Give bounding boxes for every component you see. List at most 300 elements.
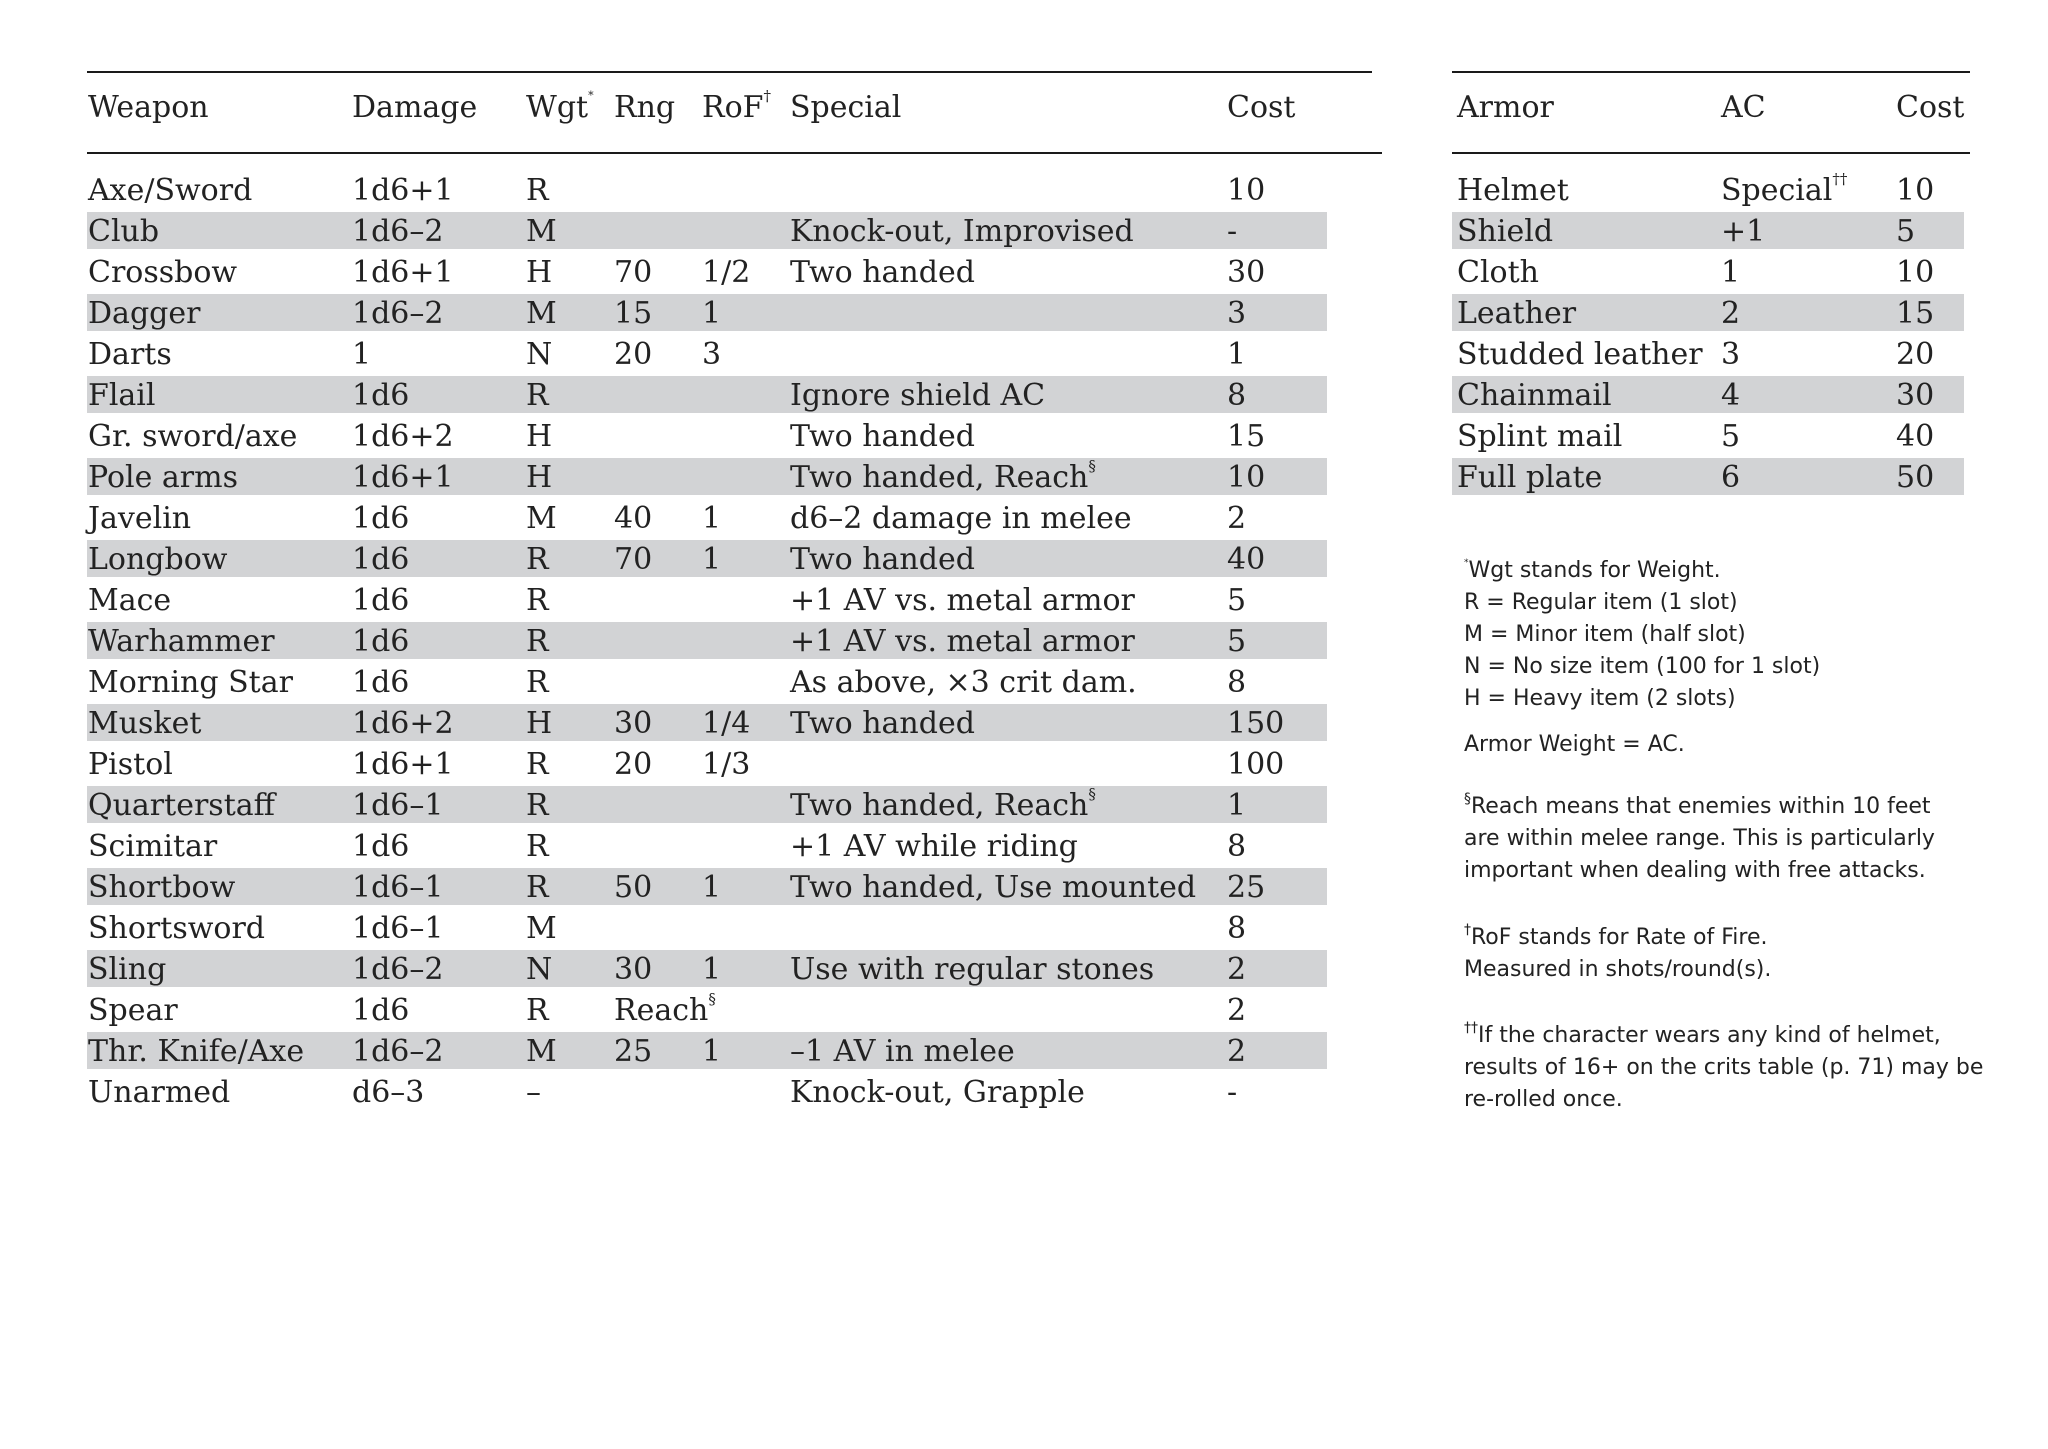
weapons-header-rule [87,152,1382,154]
cell-damage [352,745,454,785]
cell-cost-text: 8 [1227,829,1247,864]
cell-wgt [526,909,557,949]
cell-name [88,827,217,867]
cell-damage [352,376,409,416]
cell-cost [1227,704,1284,744]
cell-name-text: Sling [88,952,167,987]
cell-wgt-text: R [526,993,549,1028]
cell-cost [1227,540,1265,580]
cell-name-text: Leather [1457,296,1577,331]
table-row [87,704,1327,741]
cell-damage [352,171,454,211]
cell-rng-text: 25 [614,1034,653,1069]
cell-name [88,991,178,1031]
footnote-line [1464,791,1935,823]
cell-name-text: Shortbow [88,870,236,905]
cell-name-text: Gr. sword/axe [88,419,298,454]
cell-cost-text: 3 [1227,296,1247,331]
cell-cost-text: 5 [1227,583,1247,618]
cell-cost [1227,171,1265,211]
table-row [87,950,1327,987]
cell-damage-text: 1d6–1 [352,911,444,946]
weapons-top-rule [87,71,1372,73]
cell-cost [1227,868,1265,908]
cell-name [88,704,201,744]
cell-damage-text: 1d6–1 [352,870,444,905]
cell-rof-text: 1 [702,870,722,905]
cell-name-text: Pole arms [88,460,238,495]
table-row [87,827,1327,864]
cell-wgt [526,212,557,252]
cell-name [1457,458,1602,498]
cell-damage-text: 1d6 [352,501,410,536]
cell-wgt [526,827,549,867]
cell-name-text: Club [88,214,160,249]
cell-damage [352,212,443,252]
cell-wgt-text: R [526,173,549,208]
cell-wgt-text: H [526,460,553,495]
cell-cost-text: 8 [1227,665,1247,700]
cell-name [88,417,297,457]
cell-damage-text: 1d6 [352,665,410,700]
cell-cost-text: 8 [1227,378,1247,413]
cell-cost-text: 2 [1227,952,1247,987]
cell-name [88,909,265,949]
cell-wgt [526,458,552,498]
table-row [87,991,1327,1028]
cell-wgt [526,581,549,621]
cell-rng [614,335,652,375]
cell-rng-text: 70 [614,255,653,290]
footnote-text: re-rolled once. [1464,1087,1623,1112]
footnote-text: R = Regular item (1 slot) [1464,590,1738,615]
cell-special-text: +1 AV vs. metal armor [790,583,1135,618]
cell-name [88,1073,230,1113]
footnote-line [1464,555,1820,587]
cell-wgt-text: M [526,501,557,536]
cell-cost [1896,458,1934,498]
cell-rng-text: 15 [614,296,653,331]
header-wgt [526,88,594,128]
cell-ac-text: 6 [1721,460,1741,495]
cell-wgt-text: M [526,214,557,249]
header-rof-label: RoF [702,90,764,125]
row-shading [87,212,1327,249]
weight-footnote-mark: * [1464,558,1469,568]
cell-name-text: Crossbow [88,255,238,290]
table-row [87,745,1327,782]
footnote-text: N = No size item (100 for 1 slot) [1464,654,1821,679]
cell-name-text: Helmet [1457,173,1569,208]
cell-wgt [526,294,557,334]
cell-cost [1227,294,1246,334]
cell-cost [1227,1073,1237,1113]
cell-rng [614,294,652,334]
cell-damage [352,909,443,949]
cell-rng-text: 30 [614,706,653,741]
cell-rof [702,499,721,539]
cell-cost-text: 25 [1227,870,1266,905]
cell-special [790,950,1154,990]
cell-name [1457,335,1703,375]
cell-name [88,581,171,621]
table-row [1452,171,1964,208]
footnote-text: important when dealing with free attacks. [1464,858,1926,883]
cell-ac-text: Special [1721,173,1833,208]
cell-rof-text: 1 [702,1034,722,1069]
cell-wgt [526,171,549,211]
cell-special [790,1073,1085,1113]
cell-rof-text: 1/4 [702,706,751,741]
cell-special-text: +1 AV vs. metal armor [790,624,1135,659]
cell-ac-text: +1 [1721,214,1766,249]
table-row [87,663,1327,700]
cell-rng [614,540,652,580]
cell-damage [352,540,409,580]
footnote-line [1464,619,1820,651]
cell-special [790,1032,1015,1072]
cell-name [88,1032,304,1072]
cell-special [790,622,1135,662]
cell-special [790,827,1078,867]
cell-damage [352,991,409,1031]
cell-name-text: Musket [88,706,202,741]
cell-cost-text: - [1227,1075,1238,1110]
cell-special [790,540,975,580]
cell-name [1457,376,1612,416]
reach-footnote-mark: § [1088,457,1096,475]
cell-name [1457,294,1576,334]
cell-name [88,253,237,293]
cell-damage-text: 1d6 [352,583,410,618]
cell-cost [1227,991,1246,1031]
cell-wgt-text: H [526,419,553,454]
header-rof [702,88,771,128]
cell-damage-text: 1d6 [352,542,410,577]
cell-cost-text: 1 [1227,788,1247,823]
footnote-line [1464,1084,1983,1116]
cell-wgt [526,253,552,293]
cell-special-text: –1 AV in melee [790,1034,1015,1069]
cell-cost-text: 1 [1227,337,1247,372]
cell-name-text: Scimitar [88,829,218,864]
footnote-text: are within melee range. This is particularly [1464,826,1935,851]
cell-name-text: Thr. Knife/Axe [88,1034,305,1069]
cell-special-text: As above, ×3 crit dam. [790,665,1137,700]
footnote-line [1464,1020,1983,1052]
cell-wgt-text: M [526,911,557,946]
cell-special-text: Two handed [790,419,975,454]
reach-footnote-mark: § [708,990,716,1008]
cell-name-text: Morning Star [88,665,293,700]
cell-name [88,335,172,375]
cell-cost-text: 10 [1896,255,1935,290]
cell-damage-text: 1 [352,337,372,372]
cell-cost [1227,212,1237,252]
cell-cost [1896,417,1934,457]
cell-special [790,704,975,744]
cell-special [790,376,1045,416]
header-damage: Damage [352,90,478,125]
cell-damage-text: 1d6–2 [352,296,444,331]
cell-rng-text: 50 [614,870,653,905]
table-row [87,540,1327,577]
cell-wgt-text: M [526,1034,557,1069]
cell-wgt [526,1073,541,1113]
cell-cost-text: 10 [1896,173,1935,208]
footnote-line [1464,651,1820,683]
cell-wgt-text: R [526,829,549,864]
cell-damage-text: d6–3 [352,1075,425,1110]
table-row [87,909,1327,946]
cell-rof [702,335,721,375]
footnote-text: results of 16+ on the crits table (p. 71) may be [1464,1055,1984,1080]
cell-rof [702,950,721,990]
cell-damage [352,417,454,457]
cell-rof-text: 1 [702,542,722,577]
cell-name [88,745,173,785]
cell-cost [1227,458,1265,498]
cell-name [88,294,200,334]
cell-wgt-text: H [526,255,553,290]
cell-cost-text: 40 [1227,542,1266,577]
cell-name [1457,212,1553,252]
table-row [87,1032,1327,1069]
cell-rng [614,499,652,539]
header-weapon: Weapon [88,90,209,125]
cell-cost-text: 8 [1227,911,1247,946]
cell-cost-text: 150 [1227,706,1285,741]
cell-wgt-text: R [526,378,549,413]
cell-special [790,581,1135,621]
cell-special-text: Use with regular stones [790,952,1155,987]
cell-wgt [526,663,549,703]
cell-cost [1896,253,1934,293]
cell-wgt-text: R [526,665,549,700]
cell-wgt [526,745,549,785]
table-row [87,212,1327,249]
cell-ac-text: 2 [1721,296,1741,331]
cell-damage-text: 1d6 [352,829,410,864]
cell-damage-text: 1d6–2 [352,214,444,249]
cell-name [88,540,227,580]
cell-name [1457,417,1622,457]
cell-special-text: +1 AV while riding [790,829,1078,864]
cell-wgt [526,335,552,375]
cell-cost [1227,622,1246,662]
table-row [1452,212,1964,249]
cell-cost [1227,745,1284,785]
cell-name [88,499,191,539]
cell-damage [352,827,409,867]
cell-damage-text: 1d6+1 [352,747,454,782]
footnote-reach [1464,791,1935,887]
cell-cost [1227,499,1246,539]
cell-cost-text: 5 [1227,624,1247,659]
cell-special-text: Two handed [790,255,975,290]
cell-ac-text: 1 [1721,255,1741,290]
cell-special [790,868,1196,908]
cell-wgt-text: R [526,747,549,782]
cell-special [790,499,1132,539]
row-shading [87,376,1327,413]
cell-cost-text: - [1227,214,1238,249]
cell-cost-text: 2 [1227,993,1247,1028]
footnote-line [1464,587,1820,619]
cell-damage-text: 1d6 [352,993,410,1028]
cell-name-text: Studded leather [1457,337,1703,372]
cell-cost-text: 40 [1896,419,1935,454]
footnote-helmet [1464,1020,1983,1116]
cell-wgt-text: R [526,583,549,618]
cell-special-text: Two handed [790,542,975,577]
cell-rng [614,991,716,1031]
cell-wgt [526,786,549,826]
cell-damage-text: 1d6 [352,378,410,413]
cell-cost-text: 30 [1896,378,1935,413]
table-row [87,622,1327,659]
table-row [87,376,1327,413]
table-row [1452,253,1964,290]
cell-wgt-text: N [526,337,553,372]
cell-cost [1896,171,1934,211]
helmet-footnote-mark: †† [1464,1020,1478,1036]
cell-rof-text: 1/3 [702,747,751,782]
cell-damage-text: 1d6+1 [352,460,454,495]
cell-cost-text: 15 [1896,296,1935,331]
cell-rng-text: 20 [614,337,653,372]
cell-rng-text: 20 [614,747,653,782]
cell-rof [702,1032,721,1072]
cell-damage [352,622,409,662]
cell-rof-text: 1 [702,296,722,331]
row-shading [87,458,1327,495]
footnote-line [1464,823,1935,855]
footnote-text: M = Minor item (half slot) [1464,622,1746,647]
table-row [1452,294,1964,331]
cell-name [88,171,252,211]
cell-rof [702,745,750,785]
cell-ac-text: 5 [1721,419,1741,454]
footnote-line [1464,683,1820,715]
cell-damage-text: 1d6–2 [352,952,444,987]
cell-cost [1227,663,1246,703]
cell-wgt [526,622,549,662]
cell-rng-text: Reach [614,993,709,1028]
table-row [1452,335,1964,372]
cell-name-text: Axe/Sword [88,173,253,208]
cell-damage-text: 1d6+2 [352,419,454,454]
footnote-text: If the character wears any kind of helmet, [1478,1023,1941,1048]
table-row [87,786,1327,823]
footnote-text: H = Heavy item (2 slots) [1464,686,1736,711]
cell-damage [352,499,409,539]
cell-name [1457,253,1539,293]
cell-special [790,253,975,293]
cell-wgt-text: – [526,1075,541,1110]
cell-wgt-text: H [526,706,553,741]
cell-cost [1896,376,1934,416]
cell-rof [702,294,721,334]
cell-name-text: Longbow [88,542,228,577]
cell-name-text: Dagger [88,296,201,331]
cell-cost [1227,950,1246,990]
cell-cost [1227,786,1246,826]
cell-name [88,786,275,826]
cell-wgt [526,868,549,908]
cell-ac-text: 3 [1721,337,1741,372]
cell-name [88,212,159,252]
cell-name-text: Full plate [1457,460,1603,495]
footnote-rof [1464,922,1771,986]
cell-wgt [526,376,549,416]
table-row [87,1073,1327,1110]
cell-damage [352,335,371,375]
footnote-text: Reach means that enemies within 10 feet [1471,794,1931,819]
cell-ac [1721,417,1740,457]
cell-damage-text: 1d6+1 [352,173,454,208]
cell-cost [1896,212,1915,252]
cell-damage [352,581,409,621]
cell-special-text: Knock-out, Grapple [790,1075,1085,1110]
footnote-line [1464,954,1771,986]
cell-name-text: Chainmail [1457,378,1612,413]
cell-rng [614,745,652,785]
cell-wgt-text: R [526,624,549,659]
header-wgt-mark: * [588,89,594,102]
header-armor-cost: Cost [1896,90,1965,125]
cell-name-text: Pistol [88,747,173,782]
cell-wgt [526,499,557,539]
cell-special [790,212,1134,252]
cell-wgt [526,417,552,457]
cell-wgt [526,704,552,744]
cell-name-text: Shield [1457,214,1554,249]
cell-wgt-text: R [526,542,549,577]
table-row [1452,376,1964,413]
cell-ac [1721,294,1740,334]
header-rof-mark: † [763,87,771,105]
footnote-line [1464,1052,1983,1084]
cell-special-text: Ignore shield AC [790,378,1046,413]
table-row [87,868,1327,905]
table-row [87,499,1327,536]
cell-rng [614,253,652,293]
cell-cost-text: 15 [1227,419,1266,454]
cell-damage [352,458,454,498]
cell-special [790,417,975,457]
cell-wgt-text: R [526,788,549,823]
helmet-footnote-mark: †† [1832,170,1848,188]
cell-name [88,950,166,990]
cell-damage [352,253,454,293]
cell-special [790,458,1096,498]
cell-wgt-text: R [526,870,549,905]
cell-rof [702,253,750,293]
cell-cost [1227,253,1265,293]
armor-header-rule [1452,152,1970,154]
cell-cost-text: 10 [1227,460,1266,495]
cell-cost-text: 5 [1896,214,1916,249]
header-special: Special [790,90,902,125]
cell-cost [1227,581,1246,621]
cell-damage-text: 1d6–1 [352,788,444,823]
cell-cost [1227,417,1265,457]
table-row [1452,417,1964,454]
cell-rng-text: 30 [614,952,653,987]
cell-name [88,376,156,416]
cell-name-text: Spear [88,993,178,1028]
